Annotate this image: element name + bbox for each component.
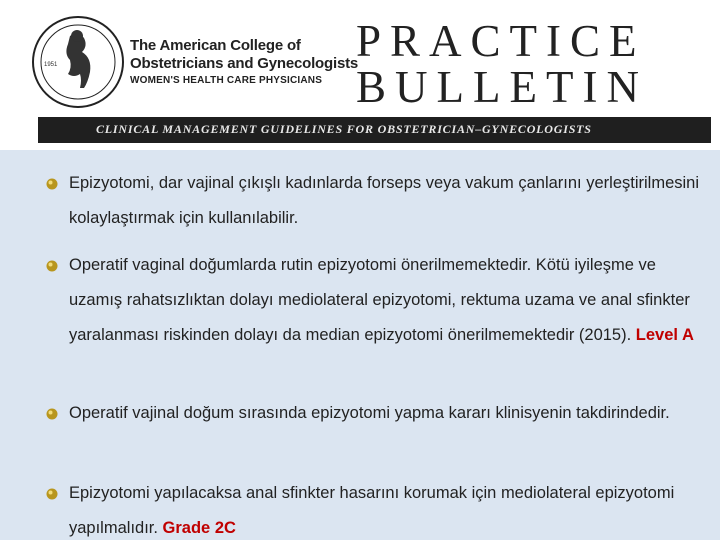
grade-2c-tag: Grade 2C [162, 519, 236, 537]
org-name-line2: Obstetricians and Gynecologists [130, 55, 359, 72]
content-area [0, 150, 720, 540]
list-item-text [69, 248, 699, 353]
org-name [130, 37, 358, 88]
list-item-text [69, 476, 699, 546]
bullet-icon [46, 178, 58, 190]
bullet-icon [46, 488, 58, 500]
header [0, 0, 720, 150]
bullet-text: Operatif vaginal doğumlarda rutin epizyotomi önerilmemektedir. Kötü iyileşme ve uzamış rahatsızlıktan dolayı mediolateral epizyotomi, rektuma uzama ve anal sfinkter yaralanması riskinden dolayı da median epizyotomi önerilmemektedir (2015). [69, 256, 690, 344]
bullet-icon [46, 408, 58, 420]
svg-text:1951: 1951 [44, 62, 58, 68]
bullet-text: Epizyotomi, dar vajinal çıkışlı kadınlarda forseps veya vakum çanlarını yerleştirilmesini kolaylaştırmak için kullanılabilir. [69, 174, 699, 227]
title-line2: BULLETIN [356, 62, 648, 112]
level-a-tag: Level A [635, 326, 694, 344]
bullet-icon [46, 260, 58, 272]
org-tagline: WOMEN'S HEALTH CARE PHYSICIANS [130, 75, 323, 86]
bullet-text: Operatif vajinal doğum sırasında epizyotomi yapma kararı klinisyenin takdirindedir. [69, 404, 670, 422]
org-name-line1: The American College of [130, 37, 301, 54]
bullet-text: Epizyotomi yapılacaksa anal sfinkter hasarını korumak için mediolateral epizyotomi yapılmalıdır. [69, 484, 675, 537]
guidelines-bar-text: CLINICAL MANAGEMENT GUIDELINES FOR OBSTETRICIAN–GYNECOLOGISTS [96, 122, 592, 136]
guidelines-bar [38, 117, 711, 143]
practice-bulletin-title [356, 18, 716, 110]
list-item-text [69, 396, 699, 431]
acog-seal-icon [30, 14, 126, 110]
list-item-text [69, 166, 699, 236]
title-line1: PRACTICE [356, 16, 646, 66]
